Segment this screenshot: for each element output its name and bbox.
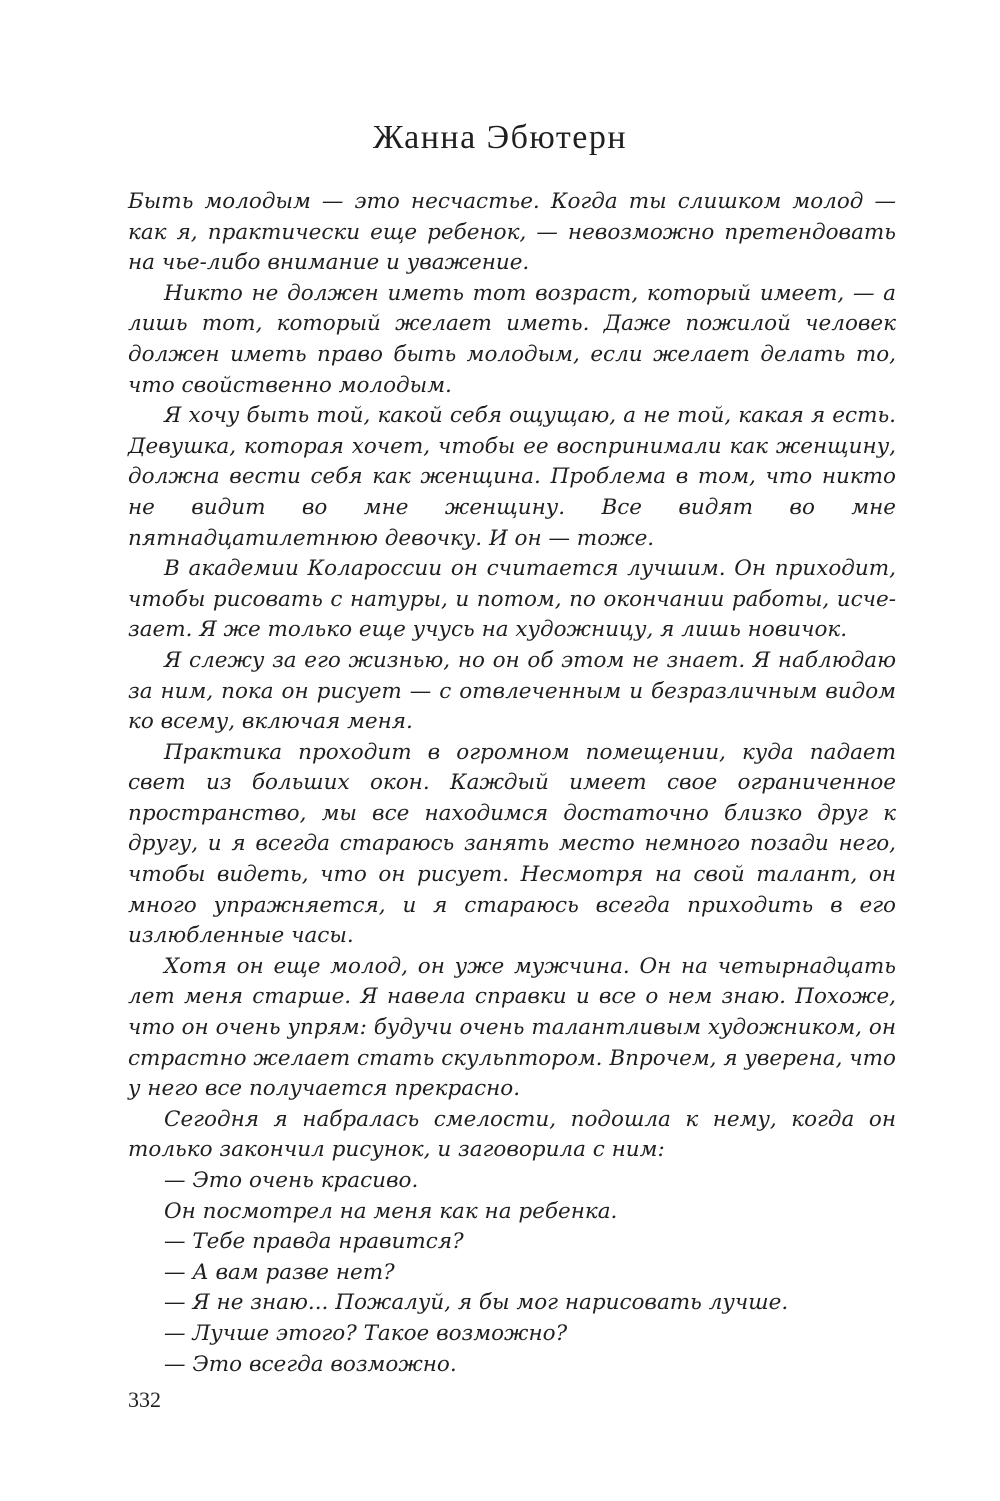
- chapter-title: Жанна Эбютерн: [372, 119, 628, 156]
- dialogue-line: — Это всегда возможно.: [164, 1351, 457, 1377]
- dialogue-line: — А вам разве нет?: [164, 1259, 395, 1285]
- paragraph: Быть молодым — это несчастье. Когда ты слишком молод — как я, практически еще ребенок, — невозможно претендовать на чье-либо внимание и уважение.: [128, 189, 896, 276]
- paragraph: Он посмотрел на меня как на ребенка.: [164, 1198, 618, 1224]
- body-text: [128, 187, 896, 1380]
- paragraph: Никто не должен иметь тот возраст, который имеет, — а лишь тот, который желает иметь. Даже пожилой человек должен иметь право быть молодым, если желает делать то, что свойственно молодым.: [128, 280, 896, 398]
- paragraph: Я слежу за его жизнью, но он об этом не знает. Я наблюдаю за ним, пока он рисует — с отвлеченным и безразличным видом ко всему, включая меня.: [128, 647, 896, 735]
- dialogue-line: — Я не знаю... Пожалуй, я бы мог нарисовать лучше.: [164, 1290, 789, 1316]
- paragraph: Практика проходит в огромном помещении, куда падает свет из больших окон. Каждый имеет свое ограниченное пространство, мы все находимся достаточно близко друг к другу, и я всегда стараюсь занять место немного позади него, чтобы видеть, что он рисует. Несмотря на свой талант, он много упражняется, и я стараюсь всегда приходить в его излюбленные часы.: [128, 739, 896, 949]
- paragraph: Сегодня я набралась смелости, подошла к нему, когда он только закончил рисунок, и заговорила с ним:: [128, 1106, 896, 1163]
- paragraph: В академии Колароссии он считается лучшим. Он приходит, чтобы рисовать с натуры, и потом, по окончании работы, исчезает. Я же только еще учусь на художницу, я лишь новичок.: [128, 556, 896, 643]
- paragraph: Хотя он еще молод, он уже мужчина. Он на четырнадцать лет меня старше. Я навела справки и все о нем знаю. Похоже, что он очень упрям: будучи очень талантливым художником, он страстно желает стать скульптором. Впрочем, я уверена, что у него все получается прекрасно.: [128, 953, 896, 1102]
- page-number: 332: [128, 1387, 161, 1412]
- dialogue-line: — Лучше этого? Такое возможно?: [164, 1320, 568, 1346]
- paragraph: Я хочу быть той, какой себя ощущаю, а не той, какая я есть. Девушка, которая хочет, чтобы ее воспринимали как женщину, должна вести себя как женщина. Проблема в том, что никто не видит во мне женщину. Все видят во мне пятнадцатилетнюю девочку. И он — тоже.: [128, 403, 896, 551]
- dialogue-line: — Это очень красиво.: [164, 1168, 419, 1193]
- dialogue-line: — Тебе правда нравится?: [164, 1229, 464, 1255]
